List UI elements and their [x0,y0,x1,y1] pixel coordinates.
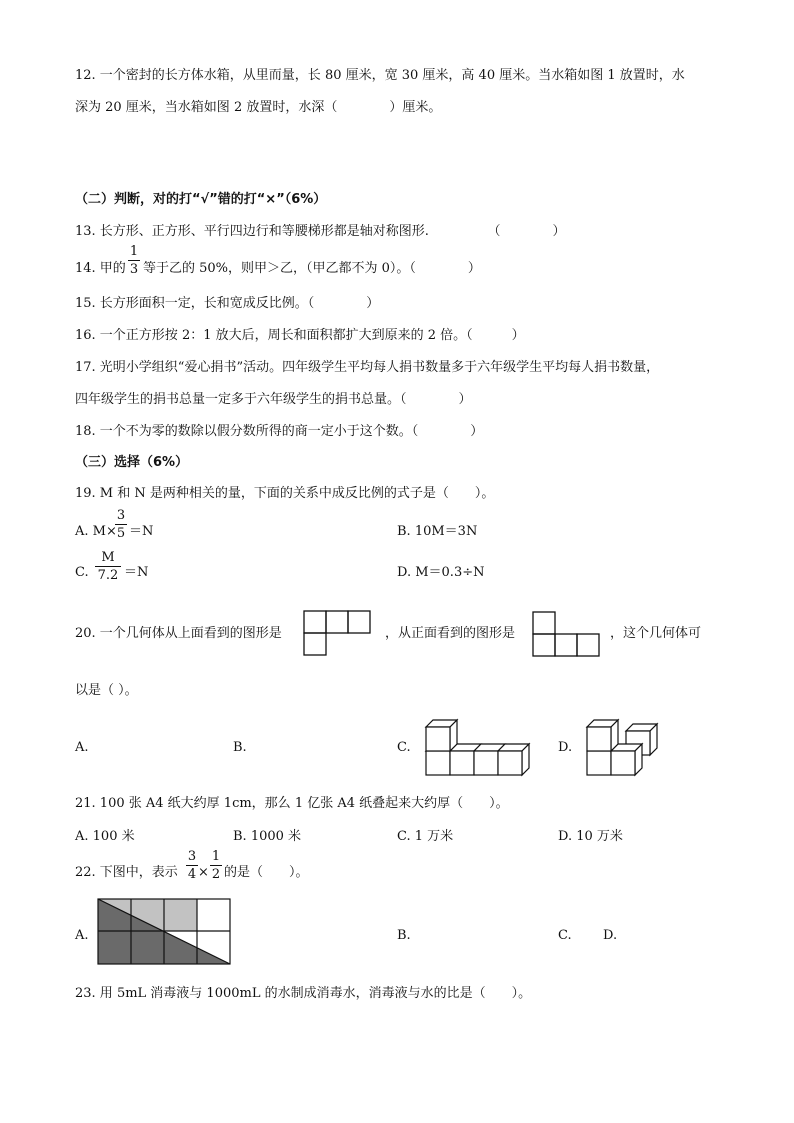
q22-fraction-2 [210,849,222,882]
q22-option-b: B. [397,928,411,943]
q22-suffix: 的是（ ）。 [224,865,309,880]
q22-fraction-1 [186,849,198,882]
q19-a-numerator: 3 [116,508,126,523]
option-a-shaded-grid [97,898,231,966]
q20-part3: ，这个几何体可 [610,626,702,641]
q19-option-d: D. M＝0.3÷N [397,565,485,580]
q15: 15. 长方形面积一定，长和宽成反比例。（ ） [75,296,380,311]
q22-option-d: D. [603,928,618,943]
q21-option-a: A. 100 米 [75,829,135,844]
fraction-bar [210,865,222,866]
option-d-solid-figure [586,716,666,778]
q19-stem: 19. M 和 N 是两种相关的量，下面的关系中成反比例的式子是（ ）。 [75,486,495,501]
q22-times: × [198,865,209,880]
q20-part1: 20. 一个几何体从上面看到的图形是 [75,626,282,641]
section3-title: （三）选择（6%） [75,455,189,470]
fraction-bar [95,566,121,567]
q20-line2: 以是（ ）。 [75,683,138,698]
q19-option-a-suffix: ＝N [129,524,154,539]
q16: 16. 一个正方形按 2：1 放大后，周长和面积都扩大到原来的 2 倍。（ ） [75,328,525,343]
q14-fraction-denominator: 3 [129,262,139,277]
q22-prefix: 22. 下图中，表示 [75,865,178,880]
q19-option-c-suffix: ＝N [124,565,149,580]
q19-c-fraction [95,550,121,583]
q17-line1: 17. 光明小学组织“爱心捐书”活动。四年级学生平均每人捐书数量多于六年级学生平均每人捐书数量， [75,360,660,375]
q22-f2-denominator: 2 [211,867,221,882]
q12-line2: 深为 20 厘米，当水箱如图 2 放置时，水深（ ）厘米。 [75,100,442,115]
q22-f1-denominator: 4 [187,867,197,882]
fraction-bar [128,260,140,261]
q20-option-a: A. [75,740,89,755]
q22-f2-numerator: 1 [211,849,221,864]
q21-stem: 21. 100 张 A4 纸大约厚 1cm，那么 1 亿张 A4 纸叠起来大约厚（ ）。 [75,796,509,811]
q20-part2: ，从正面看到的图形是 [385,626,516,641]
q20-option-b: B. [233,740,247,755]
q18: 18. 一个不为零的数除以假分数所得的商一定小于这个数。（ ） [75,424,484,439]
q19-c-denominator: 7.2 [97,568,119,583]
front-view-figure [532,611,602,659]
section2-title: （二）判断，对的打“√”错的打“×”（6%） [75,192,327,207]
q21-option-d: D. 10 万米 [558,829,623,844]
q20-option-d: D. [558,740,573,755]
q22-option-a: A. [75,928,89,943]
option-c-solid-figure [425,716,535,778]
q13: 13. 长方形、正方形、平行四边行和等腰梯形都是轴对称图形. （ ） [75,224,566,239]
q12-line1: 12. 一个密封的长方体水箱，从里而量，长 80 厘米，宽 30 厘米，高 40 厘米。当水箱如图 1 放置时，水 [75,68,685,83]
q19-c-numerator: M [101,550,115,565]
q21-option-c: C. 1 万米 [397,829,454,844]
q20-option-c: C. [397,740,411,755]
fraction-bar [115,524,127,525]
q19-a-denominator: 5 [116,526,126,541]
q14-prefix: 14. 甲的 [75,261,126,276]
q19-a-fraction [115,508,127,541]
fraction-bar [186,865,198,866]
q14-fraction [128,244,140,277]
q21-option-b: B. 1000 米 [233,829,302,844]
q19-option-b: B. 10M＝3N [397,524,478,539]
q19-option-c-prefix: C. [75,565,89,580]
q19-option-a-prefix: A. M× [75,524,117,539]
q22-option-c: C. [558,928,572,943]
q22-f1-numerator: 3 [187,849,197,864]
q23-stem: 23. 用 5mL 消毒液与 1000mL 的水制成消毒水，消毒液与水的比是（ ）。 [75,986,532,1001]
q14-suffix: 等于乙的 50%，则甲＞乙，（甲乙都不为 0）。（ ） [143,261,481,276]
top-view-figure [303,610,373,658]
q17-line2: 四年级学生的捐书总量一定多于六年级学生的捐书总量。（ ） [75,392,472,407]
q14-fraction-numerator: 1 [129,244,139,259]
